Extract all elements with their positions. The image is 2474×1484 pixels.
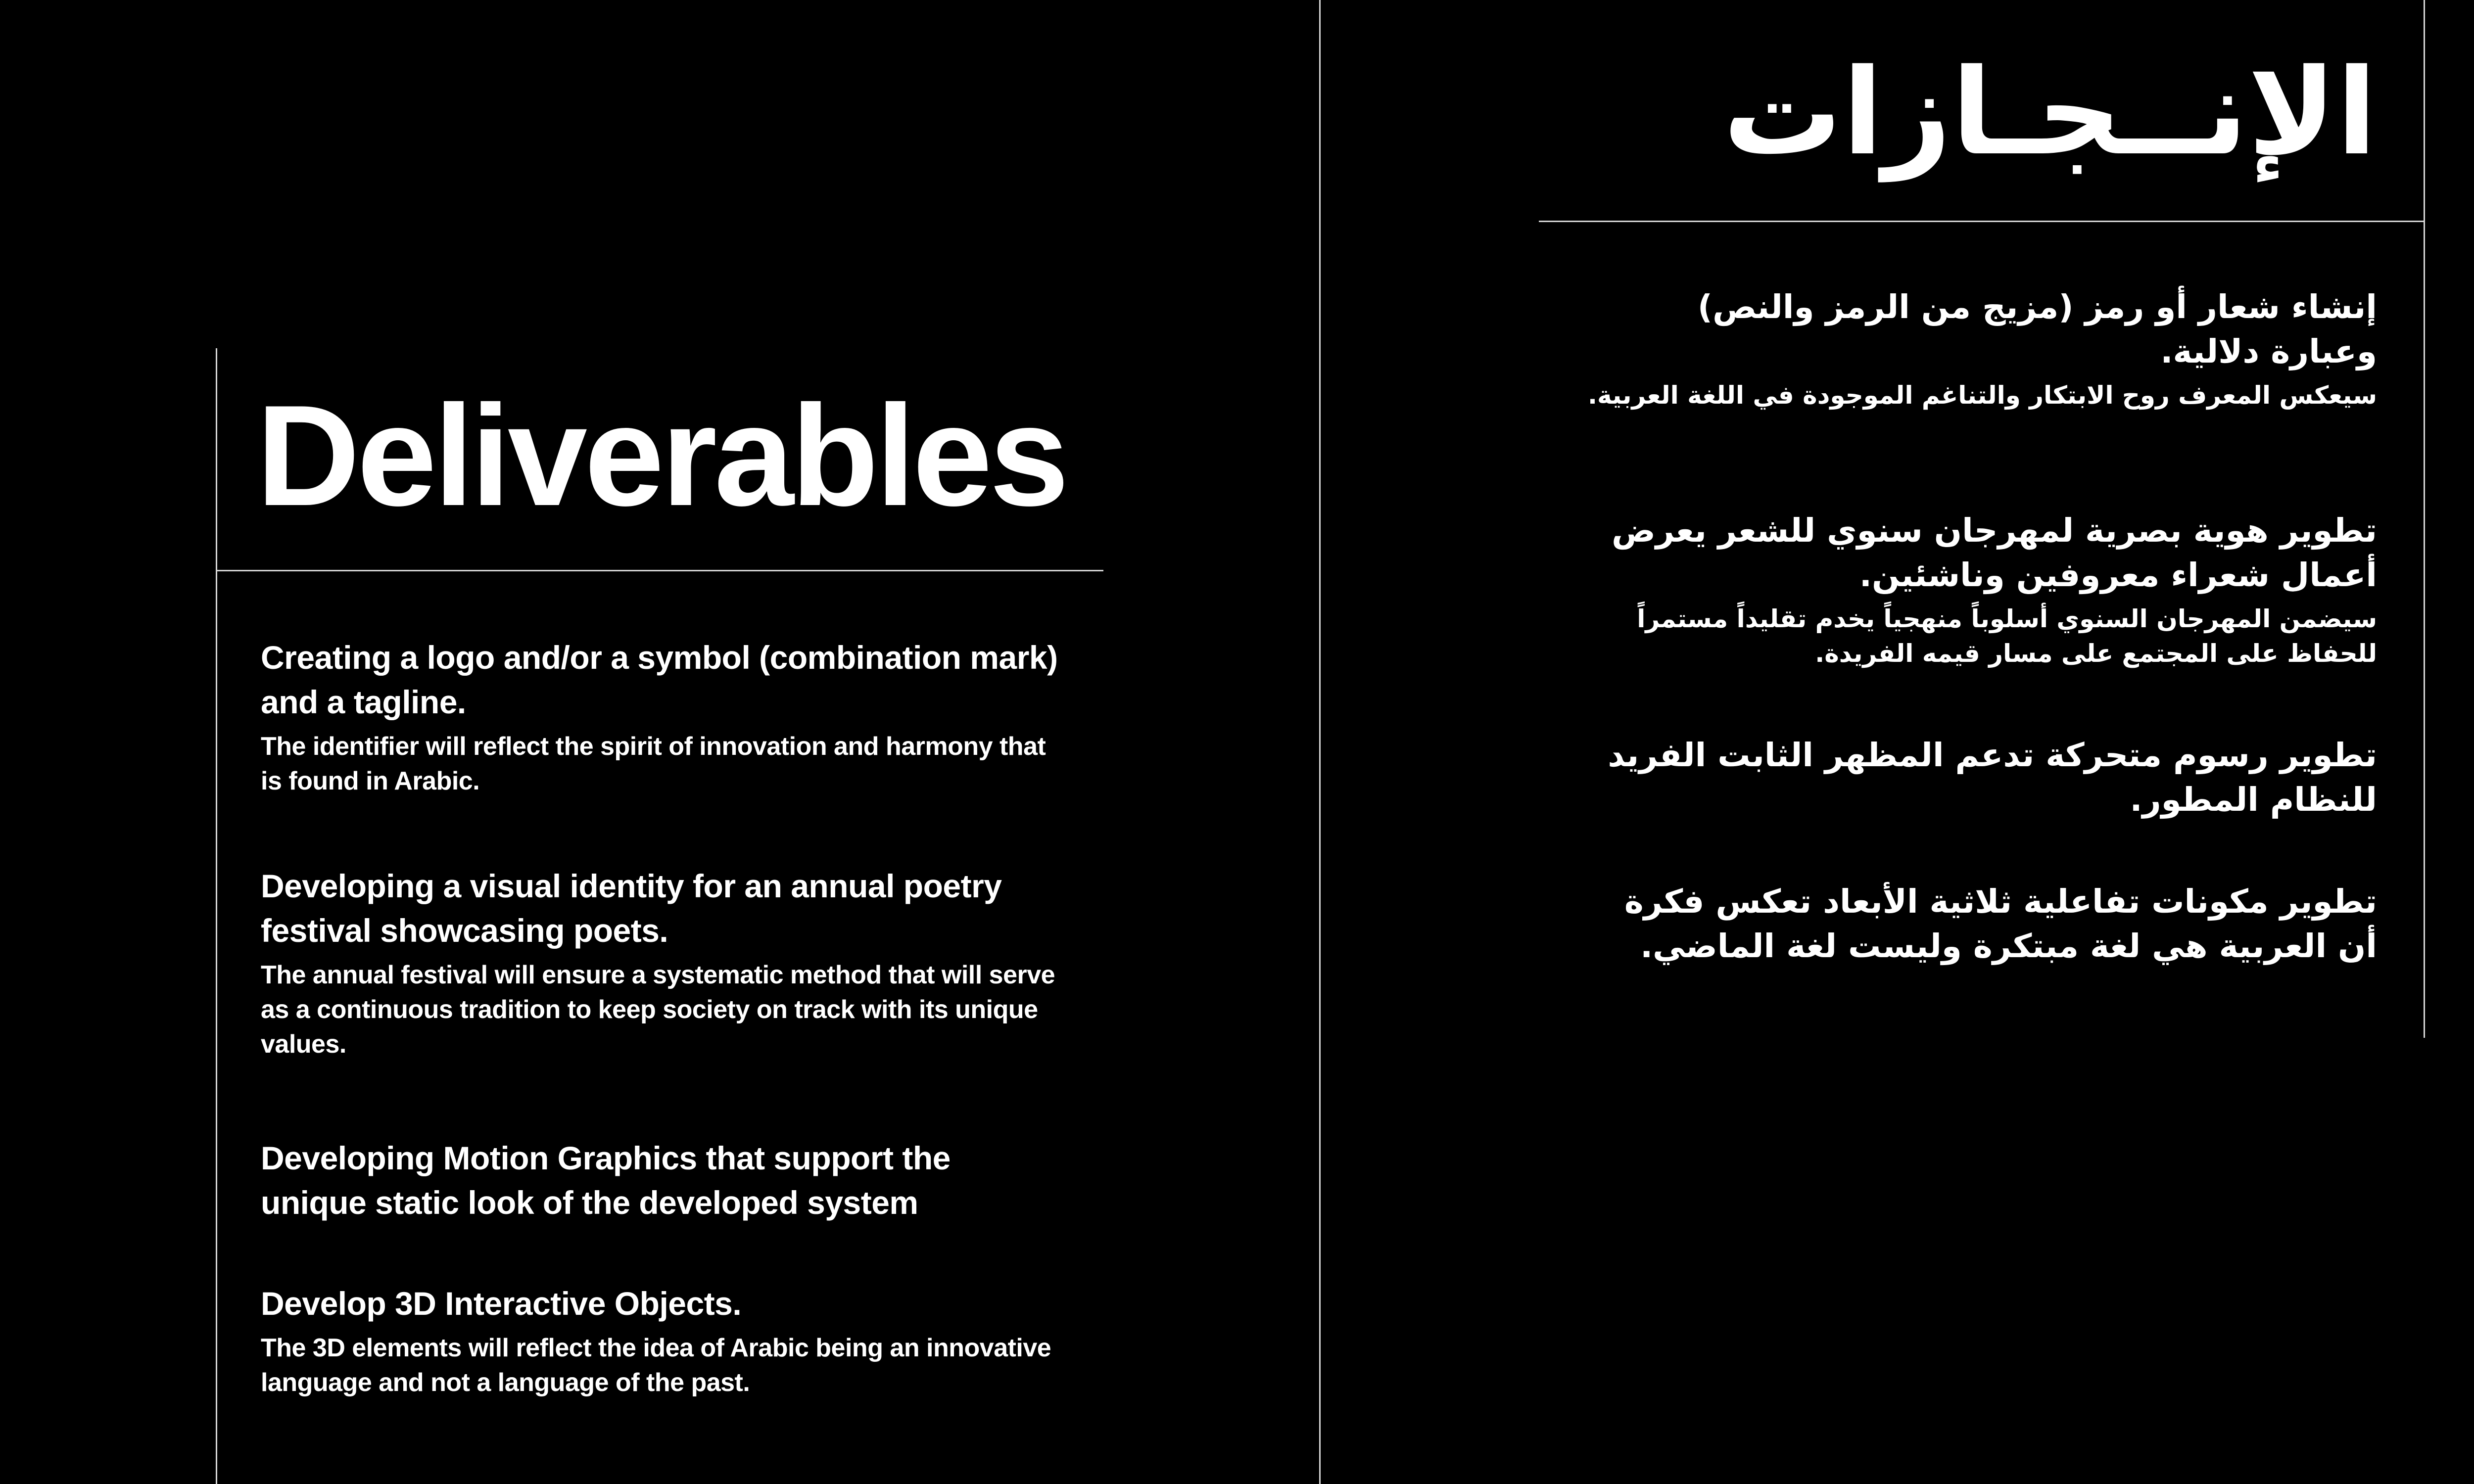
english-item-heading: Creating a logo and/or a symbol (combination mark) and a tagline.	[261, 639, 1058, 720]
left-vertical-rule	[216, 348, 217, 1484]
english-item-heading: Developing a visual identity for an annual poetry festival showcasing poets.	[261, 868, 1002, 949]
arabic-item-heading: تطوير مكونات تفاعلية ثلاثية الأبعاد تعكس فكرة أن العربية هي لغة مبتكرة وليست لغة الماضي.	[1624, 882, 2377, 965]
english-item-description: The 3D elements will reflect the idea of Arabic being an innovative language and not a language of the past.	[261, 1334, 1051, 1397]
english-item-heading: Develop 3D Interactive Objects.	[261, 1285, 742, 1322]
english-item-description: The identifier will reflect the spirit of innovation and harmony that is found in Arabic.	[261, 732, 1046, 795]
english-item-logo	[261, 635, 1062, 798]
english-item-description: The annual festival will ensure a systematic method that will serve as a continuous tradition to keep society on track with its unique values.	[261, 961, 1055, 1059]
english-item-heading: Developing Motion Graphics that support the unique static look of the developed system	[261, 1140, 951, 1221]
english-item-3d-objects	[261, 1281, 1062, 1400]
center-vertical-rule	[1319, 0, 1321, 1484]
arabic-item-heading: تطوير رسوم متحركة تدعم المظهر الثابت الفريد للنظام المطور.	[1608, 736, 2377, 819]
arabic-item-motion-graphics	[1585, 733, 2377, 822]
arabic-title-underline	[1539, 221, 2425, 222]
english-title-underline	[216, 570, 1103, 571]
arabic-title: الإنــجـازات	[1723, 43, 2377, 182]
arabic-item-heading: إنشاء شعار أو رمز (مزيج من الرمز والنص) وعبارة دلالية.	[1697, 288, 2377, 371]
arabic-item-heading: تطوير هوية بصرية لمهرجان سنوي للشعر يعرض أعمال شعراء معروفين وناشئين.	[1612, 511, 2377, 594]
right-vertical-rule	[2424, 0, 2425, 1038]
arabic-item-description: سيضمن المهرجان السنوي أسلوباً منهجياً يخدم تقليداً مستمراً للحفاظ على المجتمع على مسار قيمه الفريدة.	[1637, 604, 2377, 668]
english-title: Deliverables	[256, 375, 1066, 536]
english-item-motion-graphics	[261, 1136, 1062, 1225]
arabic-item-description: سيعكس المعرف روح الابتكار والتناغم الموجودة في اللغة العربية.	[1588, 381, 2377, 410]
arabic-item-logo	[1585, 285, 2377, 413]
arabic-item-visual-identity	[1585, 509, 2377, 671]
arabic-item-3d-objects	[1585, 880, 2377, 969]
english-item-visual-identity	[261, 864, 1062, 1062]
